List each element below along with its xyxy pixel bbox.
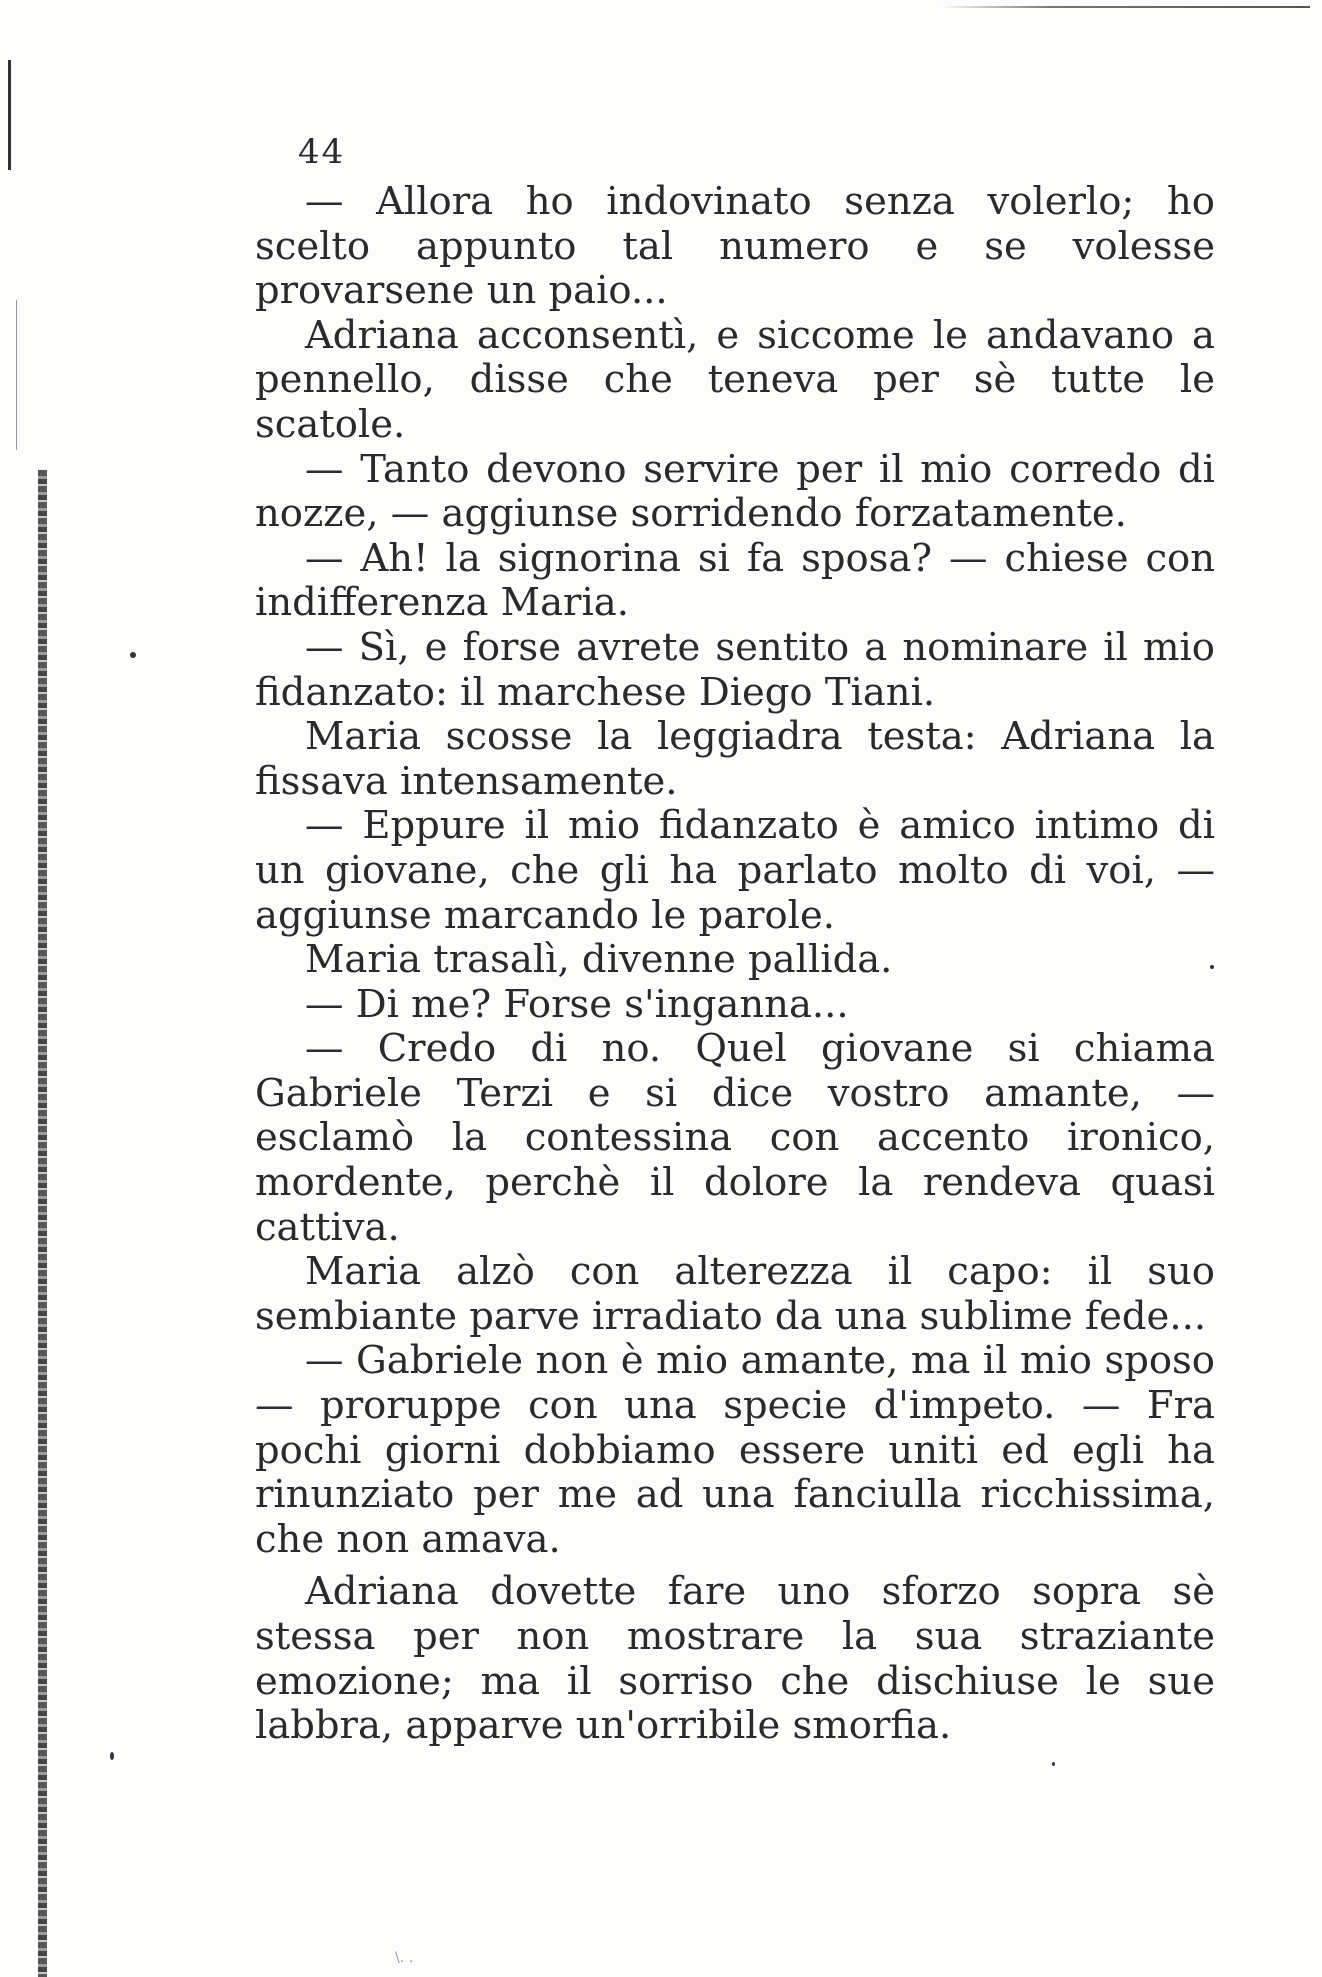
binding-mark-thin bbox=[16, 300, 17, 450]
paragraph: — Ah! la signorina si fa sposa? — chiese con indifferenza Maria. bbox=[255, 535, 1215, 626]
paragraph: — Di me? Forse s'inganna... bbox=[305, 981, 849, 1027]
paragraph: — Eppure il mio fidanzato è amico intimo di un giovane, che gli ha parlato molto di voi, — aggiunse marcando le parole. bbox=[255, 803, 1215, 938]
binding-edge bbox=[38, 470, 47, 1977]
paragraph: Adriana dovette fare uno sforzo sopra sè stessa per non mostrare la sua straziante emozione; ma il sorriso che dischiuse le sue labbra, apparve un'orribile smorfia. bbox=[255, 1569, 1215, 1749]
paragraph: — Sì, e forse avrete sentito a nominare il mio fidanzato: il marchese Diego Tiani. bbox=[255, 624, 1215, 715]
paragraph: Maria alzò con alterezza il capo: il suo sembiante parve irradiato da una sublime fede... bbox=[255, 1249, 1215, 1339]
ink-speck bbox=[130, 652, 136, 658]
ink-speck bbox=[1052, 1762, 1055, 1766]
body-text bbox=[255, 180, 1215, 1749]
paragraph: Maria scosse la leggiadra testa: Adriana la fissava intensamente. bbox=[255, 714, 1215, 804]
top-scan-rule bbox=[940, 6, 1310, 8]
paragraph: — Credo di no. Quel giovane si chiama Gabriele Terzi e si dice vostro amante, — esclamò la contessina con accento ironico, mordente, perchè il dolore la rendeva quasi cattiva. bbox=[255, 1026, 1215, 1250]
binding-mark-top bbox=[8, 60, 11, 170]
ink-speck bbox=[110, 1752, 114, 1760]
paragraph: — Gabriele non è mio amante, ma il mio sposo — proruppe con una specie d'impeto. — Fra pochi giorni dobbiamo essere uniti ed egli ha rinunziato per me ad una fanciulla ricchissima, che non amava. bbox=[255, 1338, 1215, 1562]
page-number: 44 bbox=[298, 132, 346, 172]
paragraph: Maria trasalì, divenne pallida. bbox=[305, 937, 893, 983]
paragraph: — Tanto devono servire per il mio corredo di nozze, — aggiunse sorridendo forzatamente. bbox=[255, 446, 1215, 537]
paragraph: — Allora ho indovinato senza volerlo; ho scelto appunto tal numero e se volesse provarsene un paio... bbox=[255, 179, 1215, 314]
footer-mark: \. . bbox=[395, 1950, 414, 1966]
paragraph: Adriana acconsentì, e siccome le andavano a pennello, disse che teneva per sè tutte le scatole. bbox=[255, 312, 1215, 447]
